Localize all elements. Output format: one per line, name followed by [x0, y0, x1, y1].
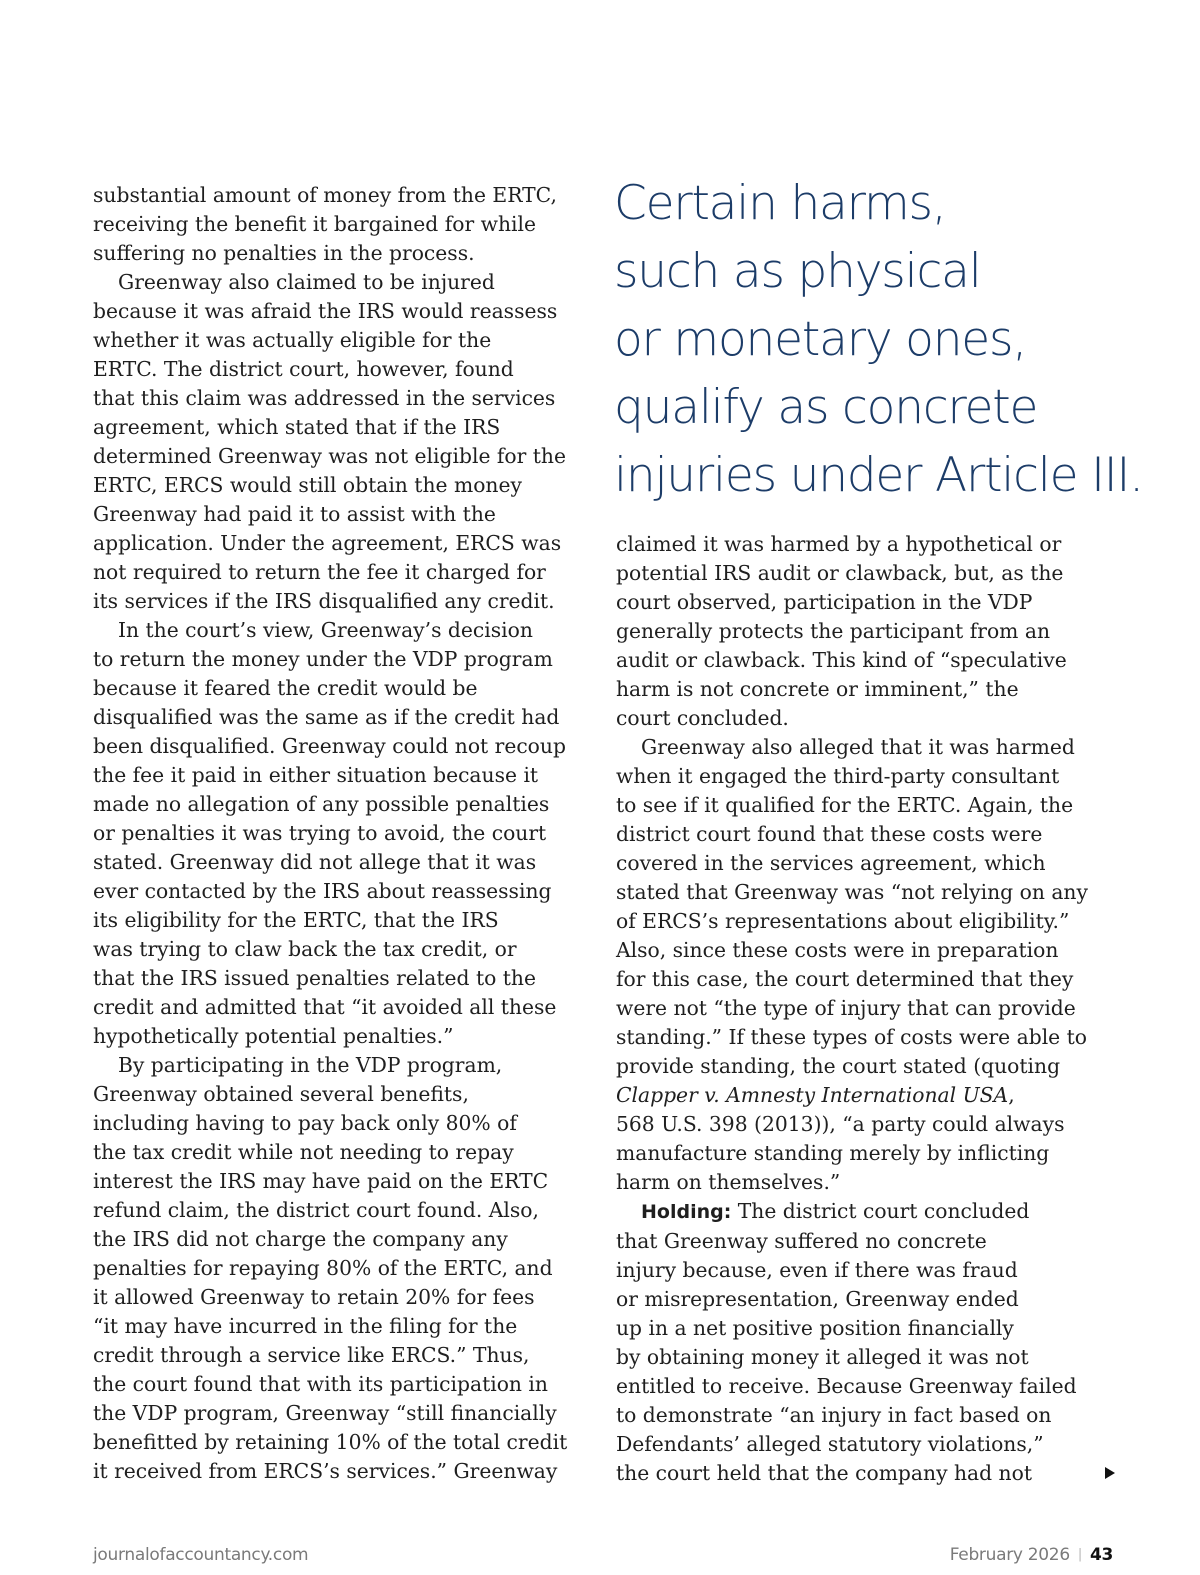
body-line: In the court’s view, Greenway’s decision: [118, 618, 533, 642]
body-line: Also, since these costs were in preparation: [616, 938, 1059, 962]
body-line: refund claim, the district court found. Also,: [93, 1198, 539, 1222]
body-line: harm on themselves.”: [616, 1170, 841, 1194]
pull-quote-line: Certain harms,: [614, 176, 946, 231]
body-line: provide standing, the court stated (quoting: [616, 1054, 1061, 1078]
body-line: court observed, participation in the VDP: [616, 590, 1033, 614]
body-line: that the IRS issued penalties related to the: [93, 966, 536, 990]
body-line: determined Greenway was not eligible for the: [93, 444, 566, 468]
body-line: 568 U.S. 398 (2013)), “a party could always: [616, 1112, 1065, 1136]
body-line: credit and admitted that “it avoided all these: [93, 995, 557, 1019]
body-line: interest the IRS may have paid on the ERTC: [93, 1169, 549, 1193]
body-line: that this claim was addressed in the services: [93, 386, 556, 410]
body-line: manufacture standing merely by inflicting: [616, 1141, 1050, 1165]
body-line: made no allegation of any possible penalties: [93, 792, 550, 816]
body-line: agreement, which stated that if the IRS: [93, 415, 501, 439]
pull-quote-line: injuries under Article III.: [614, 448, 1143, 503]
body-line: entitled to receive. Because Greenway failed: [616, 1374, 1077, 1398]
body-line: district court found that these costs were: [616, 822, 1043, 846]
body-line: the court found that with its participation in: [93, 1372, 548, 1396]
body-line: Greenway also alleged that it was harmed: [641, 735, 1075, 759]
body-line: up in a net positive position financially: [616, 1316, 1014, 1340]
body-line: benefitted by retaining 10% of the total credit: [93, 1430, 568, 1454]
body-line: because it was afraid the IRS would reassess: [93, 299, 558, 323]
body-line: ERTC. The district court, however, found: [93, 357, 514, 381]
body-line: stated. Greenway did not allege that it was: [93, 850, 537, 874]
body-line: Greenway obtained several benefits,: [93, 1082, 469, 1106]
body-line: that Greenway suffered no concrete: [616, 1229, 987, 1253]
body-line: or misrepresentation, Greenway ended: [616, 1287, 1019, 1311]
body-line: its eligibility for the ERTC, that the IRS: [93, 908, 499, 932]
body-line: Defendants’ alleged statutory violations,”: [616, 1432, 1044, 1456]
body-line: hypothetically potential penalties.”: [93, 1024, 454, 1048]
body-line: Greenway had paid it to assist with the: [93, 502, 496, 526]
body-line: Greenway also claimed to be injured: [118, 270, 495, 294]
body-line: receiving the benefit it bargained for while: [93, 212, 536, 236]
holding-label: Holding:: [641, 1201, 732, 1223]
body-line: been disqualified. Greenway could not recoup: [93, 734, 566, 758]
pull-quote-line: or monetary ones,: [614, 312, 1027, 367]
body-line: the fee it paid in either situation because it: [93, 763, 539, 787]
body-line: stated that Greenway was “not relying on any: [616, 880, 1088, 904]
body-line: audit or clawback. This kind of “speculative: [616, 648, 1067, 672]
body-line: or penalties it was trying to avoid, the court: [93, 821, 547, 845]
body-line: by obtaining money it alleged it was not: [616, 1345, 1029, 1369]
body-line: of ERCS’s representations about eligibility.”: [616, 909, 1070, 933]
continue-arrow-icon: [1104, 1466, 1116, 1480]
body-line: substantial amount of money from the ERTC,: [93, 183, 557, 207]
pull-quote-line: qualify as concrete: [614, 380, 1038, 435]
body-line: credit through a service like ERCS.” Thus,: [93, 1343, 530, 1367]
body-line: standing.” If these types of costs were able to: [616, 1025, 1087, 1049]
body-line: to see if it qualified for the ERTC. Again, the: [616, 793, 1074, 817]
body-line: to return the money under the VDP program: [93, 647, 553, 671]
body-line: because it feared the credit would be: [93, 676, 478, 700]
body-line: not required to return the fee it charged for: [93, 560, 546, 584]
body-line: generally protects the participant from an: [616, 619, 1051, 643]
body-line: claimed it was harmed by a hypothetical or: [616, 532, 1062, 556]
holding-text: The district court concluded: [731, 1199, 1030, 1223]
body-line: covered in the services agreement, which: [616, 851, 1046, 875]
body-line: it received from ERCS’s services.” Greenway: [93, 1459, 558, 1483]
body-line: “it may have incurred in the filing for the: [93, 1314, 518, 1338]
body-line: the court held that the company had not: [616, 1461, 1032, 1485]
body-line: penalties for repaying 80% of the ERTC, and: [93, 1256, 553, 1280]
footer-separator: |: [1077, 1547, 1082, 1562]
issue-date: February 2026: [949, 1545, 1070, 1565]
body-line: were not “the type of injury that can provide: [616, 996, 1076, 1020]
pull-quote-line: such as physical: [614, 244, 981, 299]
page-number: 43: [1089, 1545, 1113, 1565]
body-line: the IRS did not charge the company any: [93, 1227, 508, 1251]
body-line: the tax credit while not needing to repay: [93, 1140, 514, 1164]
body-line: suffering no penalties in the process.: [93, 241, 475, 265]
body-line: ever contacted by the IRS about reassessing: [93, 879, 552, 903]
body-line: court concluded.: [616, 706, 789, 730]
body-line: the VDP program, Greenway “still financially: [93, 1401, 557, 1425]
body-line: to demonstrate “an injury in fact based on: [616, 1403, 1052, 1427]
case-name-comma: ,: [1008, 1083, 1015, 1107]
footer-issue-info: [950, 1545, 1113, 1565]
body-line: its services if the IRS disqualified any credit.: [93, 589, 555, 613]
case-name: Clapper v. Amnesty International USA: [616, 1083, 1009, 1107]
body-line: it allowed Greenway to retain 20% for fees: [93, 1285, 535, 1309]
body-line: including having to pay back only 80% of: [93, 1111, 517, 1135]
body-line: for this case, the court determined that they: [616, 967, 1074, 991]
body-line: disqualified was the same as if the credit had: [93, 705, 560, 729]
body-line: application. Under the agreement, ERCS was: [93, 531, 562, 555]
body-line: ERTC, ERCS would still obtain the money: [93, 473, 522, 497]
body-line: when it engaged the third-party consultant: [616, 764, 1060, 788]
body-line: potential IRS audit or clawback, but, as the: [616, 561, 1064, 585]
left-column: [93, 181, 598, 1486]
body-line: injury because, even if there was fraud: [616, 1258, 1018, 1282]
body-line: harm is not concrete or imminent,” the: [616, 677, 1019, 701]
body-line: whether it was actually eligible for the: [93, 328, 492, 352]
case-citation-line: [616, 1081, 1116, 1110]
right-column: [616, 530, 1116, 1488]
body-line: By participating in the VDP program,: [118, 1053, 503, 1077]
holding-line: [616, 1197, 1116, 1227]
body-line: was trying to claw back the tax credit, or: [93, 937, 517, 961]
pull-quote: [614, 170, 1154, 510]
footer-website: journalofaccountancy.com: [93, 1545, 309, 1565]
